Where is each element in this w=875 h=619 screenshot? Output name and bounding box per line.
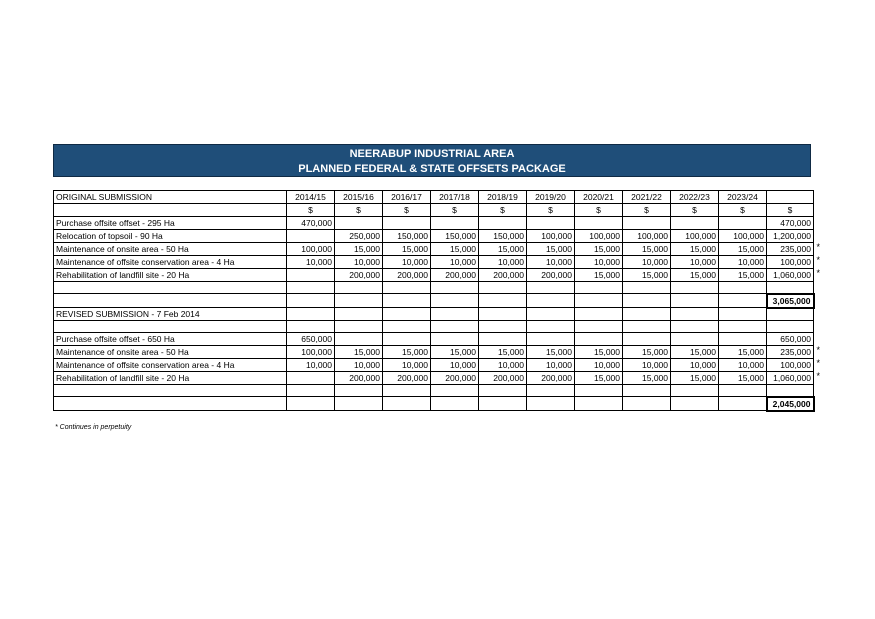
value-cell bbox=[719, 217, 767, 230]
empty-cell bbox=[527, 385, 575, 397]
value-cell: 235,000 bbox=[767, 346, 814, 359]
value-cell: 200,000 bbox=[335, 269, 383, 282]
title-banner bbox=[53, 144, 811, 177]
empty-cell bbox=[767, 308, 814, 321]
empty-cell bbox=[623, 385, 671, 397]
empty-cell bbox=[383, 294, 431, 308]
value-cell bbox=[671, 333, 719, 346]
value-cell: 100,000 bbox=[527, 230, 575, 243]
total-row-revised bbox=[54, 397, 814, 411]
value-cell: 1,200,000 bbox=[767, 230, 814, 243]
empty-cell bbox=[719, 397, 767, 411]
value-cell: 15,000 bbox=[575, 269, 623, 282]
perpetuity-asterisk: * bbox=[816, 241, 821, 252]
value-cell: 10,000 bbox=[383, 359, 431, 372]
year-header: 2016/17 bbox=[383, 191, 431, 204]
empty-cell bbox=[431, 321, 479, 333]
currency-header: $ bbox=[767, 204, 814, 217]
empty-cell bbox=[719, 282, 767, 294]
grand-total-revised: 2,045,000 bbox=[767, 397, 814, 411]
empty-cell bbox=[479, 282, 527, 294]
empty-cell bbox=[719, 385, 767, 397]
section-row-revised bbox=[54, 308, 814, 321]
empty-cell bbox=[479, 294, 527, 308]
year-header: 2014/15 bbox=[287, 191, 335, 204]
table-row bbox=[54, 217, 814, 230]
row-label: Purchase offsite offset - 295 Ha bbox=[54, 217, 287, 230]
title-line-1: NEERABUP INDUSTRIAL AREA bbox=[349, 148, 515, 160]
empty-cell bbox=[479, 321, 527, 333]
value-cell: 15,000 bbox=[671, 243, 719, 256]
value-cell: 10,000 bbox=[479, 256, 527, 269]
empty-cell bbox=[767, 282, 814, 294]
value-cell: 10,000 bbox=[287, 359, 335, 372]
blank-row bbox=[54, 321, 814, 333]
value-cell: 15,000 bbox=[335, 346, 383, 359]
value-cell: 10,000 bbox=[671, 256, 719, 269]
value-cell bbox=[287, 230, 335, 243]
value-cell: 1,060,000 bbox=[767, 269, 814, 282]
value-cell: 10,000 bbox=[431, 256, 479, 269]
empty-cell bbox=[335, 294, 383, 308]
empty-cell bbox=[335, 282, 383, 294]
empty-cell bbox=[575, 385, 623, 397]
currency-header: $ bbox=[383, 204, 431, 217]
empty-cell bbox=[383, 385, 431, 397]
table-row bbox=[54, 346, 814, 359]
value-cell: 200,000 bbox=[527, 269, 575, 282]
value-cell: 150,000 bbox=[431, 230, 479, 243]
empty-cell bbox=[719, 321, 767, 333]
value-cell: 10,000 bbox=[527, 256, 575, 269]
value-cell: 15,000 bbox=[431, 346, 479, 359]
grand-total-original: 3,065,000 bbox=[767, 294, 814, 308]
value-cell: 10,000 bbox=[575, 256, 623, 269]
row-label: Maintenance of onsite area - 50 Ha bbox=[54, 346, 287, 359]
blank-row bbox=[54, 282, 814, 294]
currency-header: $ bbox=[575, 204, 623, 217]
empty-cell bbox=[575, 397, 623, 411]
empty-cell bbox=[287, 308, 335, 321]
year-header: 2020/21 bbox=[575, 191, 623, 204]
empty-cell bbox=[54, 321, 287, 333]
empty-cell bbox=[575, 308, 623, 321]
value-cell: 100,000 bbox=[767, 256, 814, 269]
value-cell: 10,000 bbox=[479, 359, 527, 372]
value-cell: 15,000 bbox=[575, 372, 623, 385]
value-cell bbox=[527, 217, 575, 230]
value-cell: 10,000 bbox=[671, 359, 719, 372]
value-cell bbox=[479, 333, 527, 346]
perpetuity-asterisk: * bbox=[816, 344, 821, 355]
currency-header: $ bbox=[527, 204, 575, 217]
section-label-original: ORIGINAL SUBMISSION bbox=[54, 191, 287, 204]
empty-cell bbox=[671, 321, 719, 333]
value-cell: 15,000 bbox=[671, 372, 719, 385]
empty-cell bbox=[287, 282, 335, 294]
value-cell: 10,000 bbox=[575, 359, 623, 372]
value-cell: 15,000 bbox=[671, 346, 719, 359]
total-row-original bbox=[54, 294, 814, 308]
table-row bbox=[54, 243, 814, 256]
value-cell: 100,000 bbox=[623, 230, 671, 243]
empty-cell bbox=[335, 385, 383, 397]
empty-cell bbox=[431, 282, 479, 294]
empty-cell bbox=[527, 282, 575, 294]
empty-cell bbox=[575, 321, 623, 333]
value-cell: 15,000 bbox=[623, 372, 671, 385]
value-cell: 200,000 bbox=[431, 372, 479, 385]
value-cell: 10,000 bbox=[335, 256, 383, 269]
value-cell: 470,000 bbox=[767, 217, 814, 230]
value-cell: 15,000 bbox=[719, 372, 767, 385]
empty-cell bbox=[54, 204, 287, 217]
year-header: 2017/18 bbox=[431, 191, 479, 204]
value-cell: 250,000 bbox=[335, 230, 383, 243]
row-label: Purchase offsite offset - 650 Ha bbox=[54, 333, 287, 346]
value-cell bbox=[335, 217, 383, 230]
value-cell: 15,000 bbox=[671, 269, 719, 282]
value-cell bbox=[575, 333, 623, 346]
empty-cell bbox=[287, 294, 335, 308]
empty-cell bbox=[671, 397, 719, 411]
value-cell bbox=[431, 333, 479, 346]
offsets-table bbox=[53, 190, 815, 412]
empty-cell bbox=[623, 321, 671, 333]
value-cell: 1,060,000 bbox=[767, 372, 814, 385]
value-cell: 15,000 bbox=[383, 243, 431, 256]
empty-cell bbox=[479, 397, 527, 411]
value-cell: 10,000 bbox=[287, 256, 335, 269]
empty-cell bbox=[527, 397, 575, 411]
empty-cell bbox=[431, 397, 479, 411]
value-cell: 15,000 bbox=[479, 346, 527, 359]
empty-cell bbox=[767, 321, 814, 333]
year-header: 2019/20 bbox=[527, 191, 575, 204]
value-cell: 650,000 bbox=[287, 333, 335, 346]
value-cell: 150,000 bbox=[383, 230, 431, 243]
empty-cell bbox=[287, 321, 335, 333]
currency-header: $ bbox=[671, 204, 719, 217]
year-header: 2015/16 bbox=[335, 191, 383, 204]
header-row bbox=[54, 191, 814, 204]
empty-cell bbox=[719, 308, 767, 321]
empty-cell bbox=[527, 294, 575, 308]
value-cell: 200,000 bbox=[479, 372, 527, 385]
currency-header: $ bbox=[335, 204, 383, 217]
empty-cell bbox=[287, 385, 335, 397]
currency-header: $ bbox=[623, 204, 671, 217]
value-cell bbox=[623, 217, 671, 230]
currency-header: $ bbox=[287, 204, 335, 217]
empty-cell bbox=[54, 385, 287, 397]
empty-cell bbox=[623, 308, 671, 321]
value-cell: 100,000 bbox=[287, 243, 335, 256]
row-label: Maintenance of offsite conservation area - 4 Ha bbox=[54, 359, 287, 372]
value-cell: 10,000 bbox=[527, 359, 575, 372]
empty-cell bbox=[54, 397, 287, 411]
year-header bbox=[767, 191, 814, 204]
value-cell: 15,000 bbox=[527, 346, 575, 359]
row-label: Maintenance of offsite conservation area - 4 Ha bbox=[54, 256, 287, 269]
value-cell: 100,000 bbox=[575, 230, 623, 243]
empty-cell bbox=[431, 308, 479, 321]
empty-cell bbox=[479, 385, 527, 397]
value-cell bbox=[431, 217, 479, 230]
title-line-2: PLANNED FEDERAL & STATE OFFSETS PACKAGE bbox=[298, 163, 566, 175]
value-cell: 200,000 bbox=[527, 372, 575, 385]
perpetuity-asterisk: * bbox=[816, 267, 821, 278]
empty-cell bbox=[431, 385, 479, 397]
row-label: Relocation of topsoil - 90 Ha bbox=[54, 230, 287, 243]
value-cell: 15,000 bbox=[719, 243, 767, 256]
footnote: * Continues in perpetuity bbox=[55, 424, 132, 431]
empty-cell bbox=[383, 397, 431, 411]
empty-cell bbox=[335, 308, 383, 321]
empty-cell bbox=[431, 294, 479, 308]
value-cell bbox=[527, 333, 575, 346]
value-cell bbox=[479, 217, 527, 230]
empty-cell bbox=[671, 385, 719, 397]
empty-cell bbox=[575, 294, 623, 308]
table-row bbox=[54, 333, 814, 346]
perpetuity-asterisk: * bbox=[816, 370, 821, 381]
empty-cell bbox=[623, 282, 671, 294]
empty-cell bbox=[383, 321, 431, 333]
table-row bbox=[54, 269, 814, 282]
empty-cell bbox=[287, 397, 335, 411]
value-cell bbox=[287, 372, 335, 385]
value-cell: 200,000 bbox=[383, 269, 431, 282]
currency-header: $ bbox=[431, 204, 479, 217]
row-label: Rehabilitation of landfill site - 20 Ha bbox=[54, 269, 287, 282]
table-row bbox=[54, 359, 814, 372]
empty-cell bbox=[671, 294, 719, 308]
blank-row bbox=[54, 385, 814, 397]
value-cell: 100,000 bbox=[671, 230, 719, 243]
value-cell: 200,000 bbox=[479, 269, 527, 282]
empty-cell bbox=[383, 282, 431, 294]
value-cell: 650,000 bbox=[767, 333, 814, 346]
empty-cell bbox=[527, 321, 575, 333]
table-row bbox=[54, 230, 814, 243]
empty-cell bbox=[719, 294, 767, 308]
year-header: 2021/22 bbox=[623, 191, 671, 204]
empty-cell bbox=[54, 282, 287, 294]
value-cell: 15,000 bbox=[479, 243, 527, 256]
currency-row bbox=[54, 204, 814, 217]
table-row bbox=[54, 372, 814, 385]
empty-cell bbox=[527, 308, 575, 321]
value-cell: 15,000 bbox=[383, 346, 431, 359]
value-cell: 200,000 bbox=[383, 372, 431, 385]
value-cell: 15,000 bbox=[431, 243, 479, 256]
perpetuity-asterisk: * bbox=[816, 254, 821, 265]
value-cell: 10,000 bbox=[719, 256, 767, 269]
value-cell bbox=[287, 269, 335, 282]
value-cell: 15,000 bbox=[335, 243, 383, 256]
value-cell bbox=[719, 333, 767, 346]
year-header: 2018/19 bbox=[479, 191, 527, 204]
value-cell: 10,000 bbox=[719, 359, 767, 372]
value-cell: 470,000 bbox=[287, 217, 335, 230]
value-cell: 200,000 bbox=[431, 269, 479, 282]
value-cell: 15,000 bbox=[719, 346, 767, 359]
empty-cell bbox=[383, 308, 431, 321]
table-body bbox=[54, 191, 814, 411]
value-cell: 100,000 bbox=[767, 359, 814, 372]
value-cell bbox=[575, 217, 623, 230]
section-label-revised: REVISED SUBMISSION - 7 Feb 2014 bbox=[54, 308, 287, 321]
value-cell bbox=[383, 217, 431, 230]
value-cell bbox=[671, 217, 719, 230]
empty-cell bbox=[575, 282, 623, 294]
value-cell: 15,000 bbox=[623, 243, 671, 256]
currency-header: $ bbox=[479, 204, 527, 217]
value-cell: 15,000 bbox=[623, 269, 671, 282]
year-header: 2022/23 bbox=[671, 191, 719, 204]
row-label: Rehabilitation of landfill site - 20 Ha bbox=[54, 372, 287, 385]
currency-header: $ bbox=[719, 204, 767, 217]
value-cell: 15,000 bbox=[623, 346, 671, 359]
value-cell bbox=[335, 333, 383, 346]
value-cell: 150,000 bbox=[479, 230, 527, 243]
value-cell: 10,000 bbox=[623, 256, 671, 269]
empty-cell bbox=[54, 294, 287, 308]
value-cell: 15,000 bbox=[575, 243, 623, 256]
value-cell bbox=[623, 333, 671, 346]
value-cell: 235,000 bbox=[767, 243, 814, 256]
value-cell: 200,000 bbox=[335, 372, 383, 385]
row-label: Maintenance of onsite area - 50 Ha bbox=[54, 243, 287, 256]
table-row bbox=[54, 256, 814, 269]
empty-cell bbox=[479, 308, 527, 321]
empty-cell bbox=[767, 385, 814, 397]
empty-cell bbox=[671, 282, 719, 294]
value-cell: 15,000 bbox=[575, 346, 623, 359]
value-cell: 10,000 bbox=[431, 359, 479, 372]
value-cell bbox=[383, 333, 431, 346]
empty-cell bbox=[335, 397, 383, 411]
value-cell: 15,000 bbox=[719, 269, 767, 282]
year-header: 2023/24 bbox=[719, 191, 767, 204]
perpetuity-asterisk: * bbox=[816, 357, 821, 368]
value-cell: 10,000 bbox=[623, 359, 671, 372]
value-cell: 100,000 bbox=[719, 230, 767, 243]
value-cell: 100,000 bbox=[287, 346, 335, 359]
empty-cell bbox=[623, 294, 671, 308]
value-cell: 15,000 bbox=[527, 243, 575, 256]
empty-cell bbox=[623, 397, 671, 411]
empty-cell bbox=[335, 321, 383, 333]
value-cell: 10,000 bbox=[383, 256, 431, 269]
value-cell: 10,000 bbox=[335, 359, 383, 372]
empty-cell bbox=[671, 308, 719, 321]
